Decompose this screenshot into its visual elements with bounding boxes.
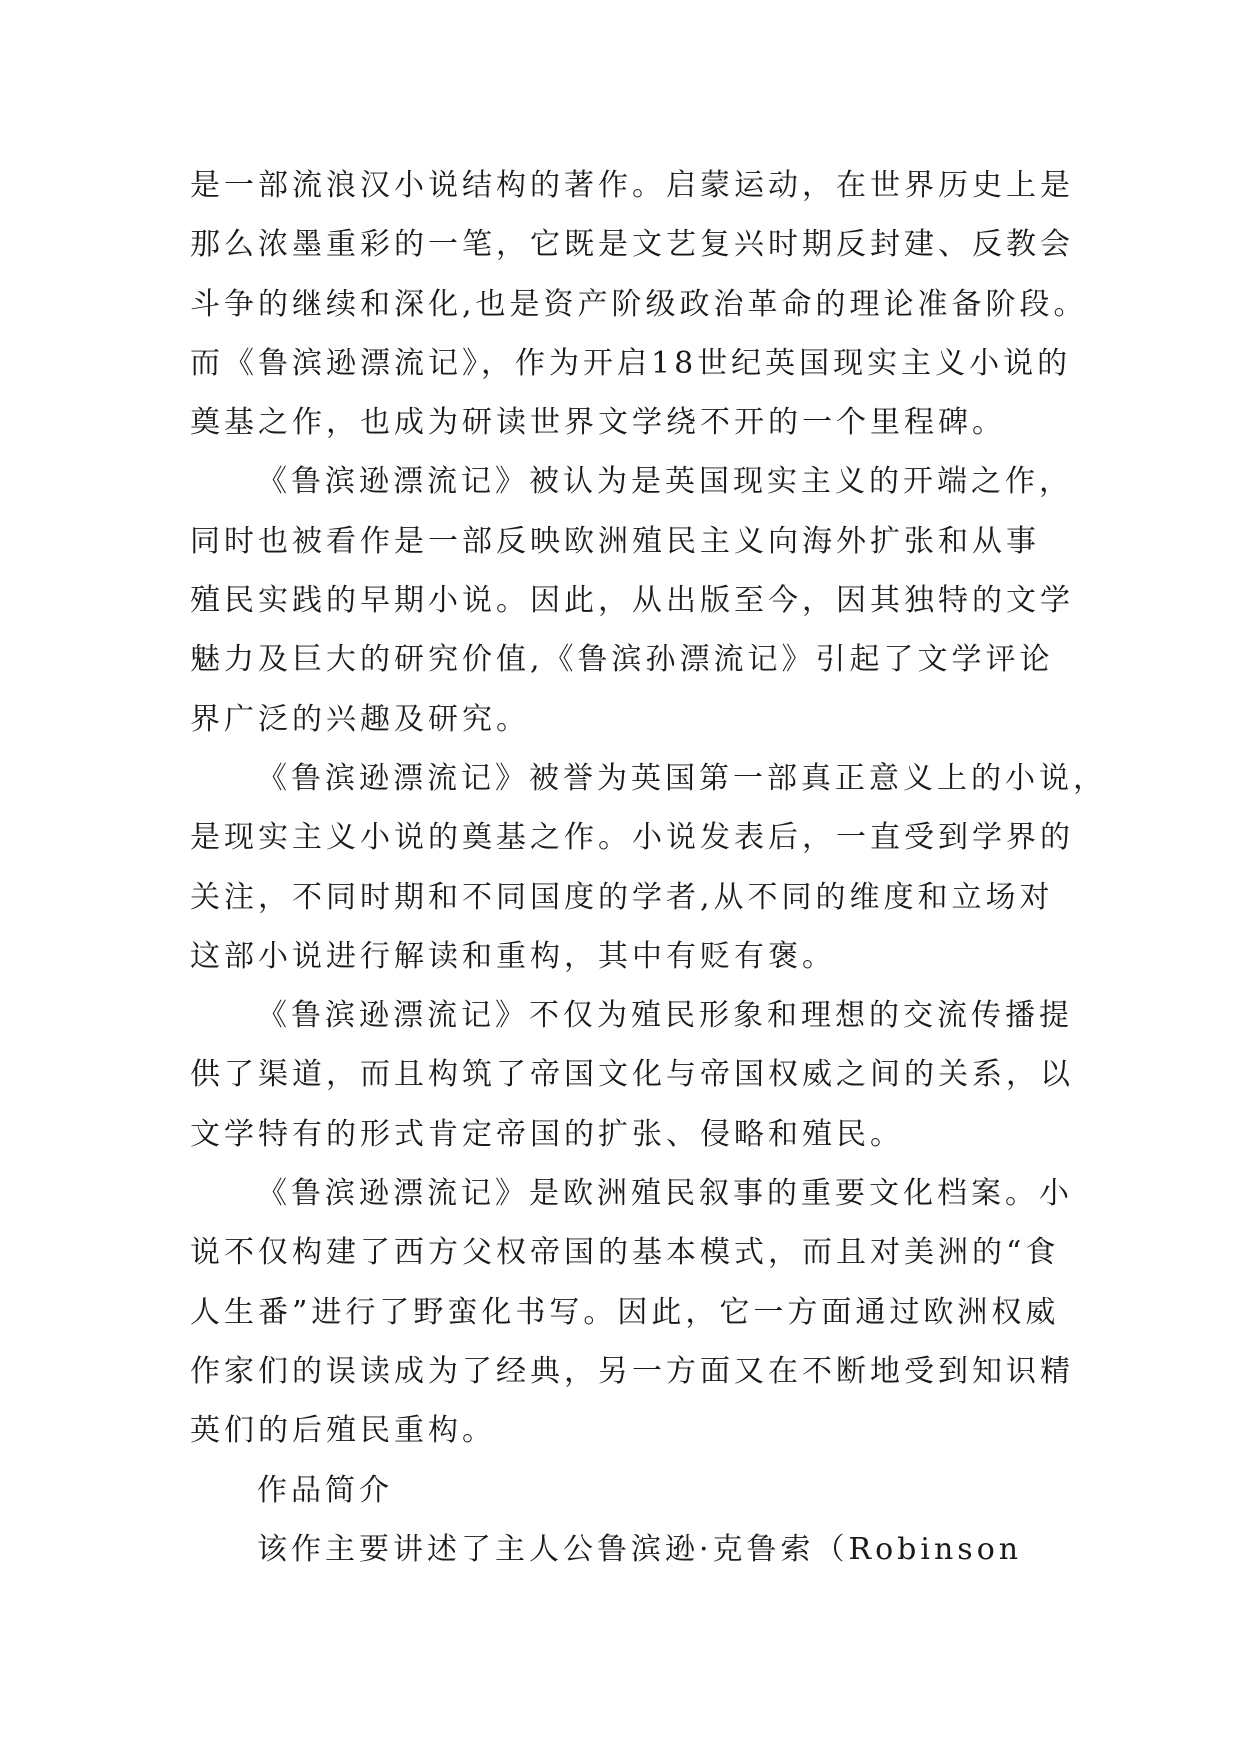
paragraph-first-line: 《鲁滨逊漂流记》不仅为殖民形象和理想的交流传播提 (257, 998, 1073, 1034)
paragraph-first-line: 《鲁滨逊漂流记》被认为是英国现实主义的开端之作， (257, 464, 1073, 500)
text-line: 魅力及巨大的研究价值,《鲁滨孙漂流记》引起了文学评论 (190, 642, 1054, 678)
text-line: 关注，不同时期和不同国度的学者,从不同的维度和立场对 (190, 879, 1054, 915)
text-line: 奠基之作，也成为研读世界文学绕不开的一个里程碑。 (190, 405, 1006, 441)
paragraph-first-line: 《鲁滨逊漂流记》被誉为英国第一部真正意义上的小说， (257, 760, 1107, 796)
body-text (190, 156, 1107, 1579)
text-line: 这部小说进行解读和重构，其中有贬有褒。 (190, 938, 836, 974)
section-heading: 作品简介 (257, 1472, 393, 1508)
text-line: 英们的后殖民重构。 (190, 1413, 496, 1449)
text-line: 供了渠道，而且构筑了帝国文化与帝国权威之间的关系，以 (190, 1057, 1074, 1093)
text-line: 界广泛的兴趣及研究。 (190, 701, 530, 737)
text-line: 是现实主义小说的奠基之作。小说发表后，一直受到学界的 (190, 820, 1074, 856)
text-line: 文学特有的形式肯定帝国的扩张、侵略和殖民。 (190, 1116, 904, 1152)
text-line: 人生番”进行了野蛮化书写。因此，它一方面通过欧洲权威 (190, 1294, 1060, 1330)
text-line: 那么浓墨重彩的一笔，它既是文艺复兴时期反封建、反教会 (190, 227, 1074, 263)
text-line: 斗争的继续和深化,也是资产阶级政治革命的理论准备阶段。 (190, 286, 1088, 322)
text-line: 殖民实践的早期小说。因此，从出版至今，因其独特的文学 (190, 583, 1074, 619)
paragraph-first-line: 该作主要讲述了主人公鲁滨逊·克鲁索（Robinson (257, 1531, 1023, 1567)
text-line: 同时也被看作是一部反映欧洲殖民主义向海外扩张和从事 (190, 523, 1040, 559)
text-line: 作家们的误读成为了经典，另一方面又在不断地受到知识精 (190, 1353, 1074, 1389)
text-line: 说不仅构建了西方父权帝国的基本模式，而且对美洲的“食 (190, 1235, 1060, 1271)
text-line: 是一部流浪汉小说结构的著作。启蒙运动，在世界历史上是 (190, 168, 1074, 203)
paragraph-first-line: 《鲁滨逊漂流记》是欧洲殖民叙事的重要文化档案。小 (257, 1176, 1073, 1212)
text-line: 而《鲁滨逊漂流记》，作为开启18世纪英国现实主义小说的 (190, 345, 1072, 381)
